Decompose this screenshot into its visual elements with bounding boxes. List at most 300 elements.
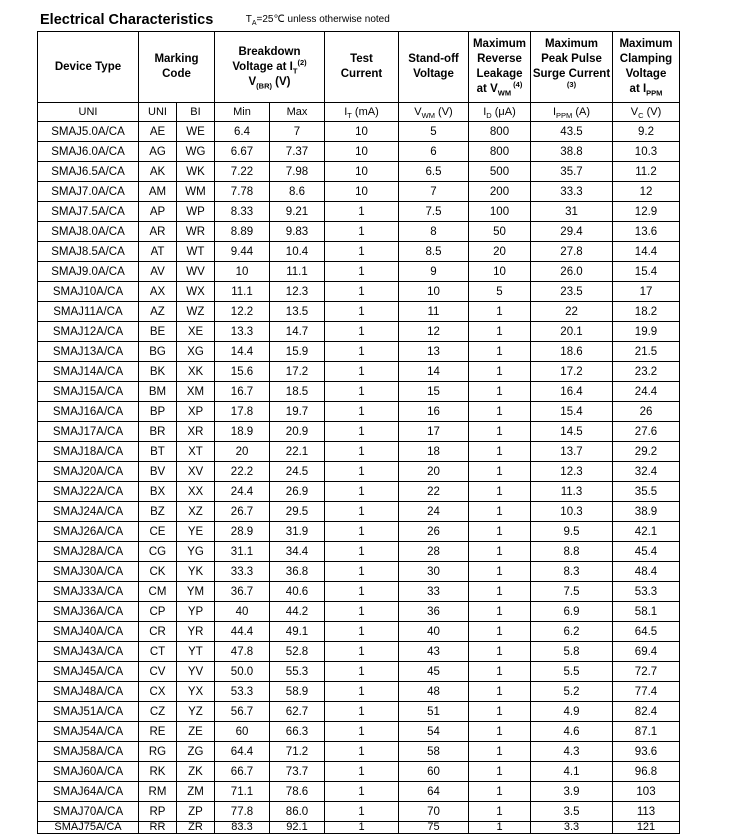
cell-surge-current: 38.8 [531,142,613,162]
cell-vbr-max: 7 [270,122,325,142]
cell-vbr-min: 22.2 [215,462,270,482]
cell-test-current: 1 [325,522,399,542]
cell-marking-bi: WK [177,162,215,182]
table-row [38,282,680,302]
cell-marking-uni: AM [139,182,177,202]
cell-marking-uni: AV [139,262,177,282]
cell-surge-current: 43.5 [531,122,613,142]
cell-leakage: 1 [469,702,531,722]
cell-clamping-voltage: 64.5 [613,622,680,642]
cell-leakage: 100 [469,202,531,222]
cell-standoff-voltage: 5 [399,122,469,142]
cell-marking-bi: ZK [177,762,215,782]
cell-clamping-voltage: 38.9 [613,502,680,522]
cell-standoff-voltage: 12 [399,322,469,342]
cell-vbr-min: 47.8 [215,642,270,662]
cell-vbr-min: 36.7 [215,582,270,602]
cell-marking-bi: YP [177,602,215,622]
cell-vbr-max: 73.7 [270,762,325,782]
cell-vbr-min: 71.1 [215,782,270,802]
cell-standoff-voltage: 70 [399,802,469,822]
cell-device-type: SMAJ18A/CA [38,442,139,462]
cell-vbr-min: 16.7 [215,382,270,402]
cell-marking-uni: RG [139,742,177,762]
cell-leakage: 1 [469,542,531,562]
cell-vbr-min: 9.44 [215,242,270,262]
cell-test-current: 1 [325,342,399,362]
cell-clamping-voltage: 87.1 [613,722,680,742]
cell-marking-bi: XP [177,402,215,422]
cell-surge-current: 20.1 [531,322,613,342]
cell-vbr-min: 31.1 [215,542,270,562]
cell-marking-bi: WV [177,262,215,282]
cell-clamping-voltage: 53.3 [613,582,680,602]
cell-test-current: 10 [325,142,399,162]
cell-standoff-voltage: 64 [399,782,469,802]
cell-surge-current: 5.8 [531,642,613,662]
cell-marking-uni: CZ [139,702,177,722]
cell-test-current: 1 [325,782,399,802]
cell-vbr-min: 26.7 [215,502,270,522]
cell-surge-current: 11.3 [531,482,613,502]
table-row [38,502,680,522]
cell-surge-current: 8.8 [531,542,613,562]
cell-surge-current: 7.5 [531,582,613,602]
cell-test-current: 1 [325,682,399,702]
cell-marking-uni: RP [139,802,177,822]
cell-standoff-voltage: 36 [399,602,469,622]
cell-marking-uni: CE [139,522,177,542]
cell-test-current: 1 [325,242,399,262]
cell-marking-bi: WX [177,282,215,302]
cell-marking-bi: XK [177,362,215,382]
cell-vbr-max: 7.98 [270,162,325,182]
subheader-uni-device: UNI [38,103,139,122]
table-row [38,802,680,822]
cell-vbr-min: 53.3 [215,682,270,702]
table-row [38,242,680,262]
cell-marking-bi: XR [177,422,215,442]
electrical-characteristics-table [37,31,680,834]
cell-leakage: 1 [469,802,531,822]
cell-device-type: SMAJ28A/CA [38,542,139,562]
cell-surge-current: 3.9 [531,782,613,802]
cell-marking-uni: RM [139,782,177,802]
cell-marking-bi: WG [177,142,215,162]
cell-vbr-max: 18.5 [270,382,325,402]
cell-standoff-voltage: 30 [399,562,469,582]
cell-surge-current: 4.6 [531,722,613,742]
cell-surge-current: 26.0 [531,262,613,282]
cell-vbr-max: 12.3 [270,282,325,302]
cell-standoff-voltage: 48 [399,682,469,702]
cell-device-type: SMAJ30A/CA [38,562,139,582]
subheader-min: Min [215,103,270,122]
cell-marking-bi: ZP [177,802,215,822]
cell-leakage: 5 [469,282,531,302]
cell-vbr-max: 40.6 [270,582,325,602]
header-standoff-voltage: Stand-off Voltage [399,32,469,103]
cell-vbr-min: 24.4 [215,482,270,502]
table-row [38,202,680,222]
cell-leakage: 1 [469,462,531,482]
table-row [38,542,680,562]
cell-leakage: 1 [469,782,531,802]
cell-marking-bi: XT [177,442,215,462]
cell-marking-bi: YV [177,662,215,682]
cell-device-type: SMAJ48A/CA [38,682,139,702]
cell-vbr-min: 6.4 [215,122,270,142]
table-row [38,122,680,142]
cell-standoff-voltage: 18 [399,442,469,462]
header-breakdown-voltage: Breakdown Voltage at $I_T^{(2)}$ $V_{(BR)}$ (V) [215,32,325,103]
cell-test-current: 1 [325,262,399,282]
cell-vbr-max: 29.5 [270,502,325,522]
cell-marking-uni: RK [139,762,177,782]
cell-leakage: 1 [469,662,531,682]
cell-vbr-min: 13.3 [215,322,270,342]
cell-vbr-max: 17.2 [270,362,325,382]
cell-vbr-min: 18.9 [215,422,270,442]
cell-vbr-max: 31.9 [270,522,325,542]
cell-clamping-voltage: 29.2 [613,442,680,462]
cell-test-current: 1 [325,322,399,342]
cell-clamping-voltage: 12 [613,182,680,202]
cell-vbr-max: 55.3 [270,662,325,682]
cell-leakage: 1 [469,562,531,582]
cell-vbr-min: 44.4 [215,622,270,642]
cell-marking-bi: YK [177,562,215,582]
cell-marking-uni: BE [139,322,177,342]
test-condition: $T_A=25℃$ unless otherwise noted [245,14,390,27]
cell-standoff-voltage: 17 [399,422,469,442]
cell-test-current: 1 [325,702,399,722]
subheader-ippm-unit: $I_{PPM}$ (A) [531,103,613,122]
cell-marking-bi: ZR [177,822,215,834]
cell-device-type: SMAJ14A/CA [38,362,139,382]
cell-marking-uni: AP [139,202,177,222]
cell-marking-bi: XE [177,322,215,342]
cell-vbr-min: 17.8 [215,402,270,422]
cell-device-type: SMAJ58A/CA [38,742,139,762]
cell-surge-current: 6.9 [531,602,613,622]
cell-surge-current: 4.9 [531,702,613,722]
cell-standoff-voltage: 14 [399,362,469,382]
header-row [38,32,680,103]
cell-test-current: 1 [325,642,399,662]
cell-marking-bi: YT [177,642,215,662]
cell-test-current: 1 [325,542,399,562]
cell-test-current: 1 [325,302,399,322]
cell-vbr-min: 28.9 [215,522,270,542]
table-row [38,682,680,702]
cell-marking-uni: CV [139,662,177,682]
cell-test-current: 1 [325,662,399,682]
cell-marking-bi: ZM [177,782,215,802]
cell-test-current: 1 [325,222,399,242]
cell-standoff-voltage: 75 [399,822,469,834]
cell-leakage: 1 [469,362,531,382]
cell-device-type: SMAJ20A/CA [38,462,139,482]
cell-marking-uni: RR [139,822,177,834]
cell-leakage: 1 [469,382,531,402]
cell-surge-current: 15.4 [531,402,613,422]
cell-vbr-max: 20.9 [270,422,325,442]
cell-device-type: SMAJ40A/CA [38,622,139,642]
table-row [38,262,680,282]
cell-vbr-max: 86.0 [270,802,325,822]
cell-leakage: 1 [469,502,531,522]
cell-leakage: 1 [469,602,531,622]
cell-standoff-voltage: 15 [399,382,469,402]
cell-standoff-voltage: 13 [399,342,469,362]
cell-clamping-voltage: 93.6 [613,742,680,762]
cell-standoff-voltage: 20 [399,462,469,482]
cell-standoff-voltage: 8 [399,222,469,242]
cell-marking-bi: YE [177,522,215,542]
cell-clamping-voltage: 72.7 [613,662,680,682]
cell-surge-current: 6.2 [531,622,613,642]
cell-test-current: 1 [325,202,399,222]
cell-standoff-voltage: 43 [399,642,469,662]
cell-vbr-max: 92.1 [270,822,325,834]
cell-clamping-voltage: 58.1 [613,602,680,622]
header-test-current: Test Current [325,32,399,103]
cell-standoff-voltage: 58 [399,742,469,762]
cell-vbr-min: 56.7 [215,702,270,722]
cell-leakage: 1 [469,342,531,362]
cell-clamping-voltage: 18.2 [613,302,680,322]
cell-surge-current: 4.1 [531,762,613,782]
cell-marking-uni: BG [139,342,177,362]
cell-test-current: 1 [325,762,399,782]
cell-clamping-voltage: 45.4 [613,542,680,562]
cell-standoff-voltage: 24 [399,502,469,522]
cell-leakage: 200 [469,182,531,202]
cell-vbr-max: 36.8 [270,562,325,582]
cell-surge-current: 31 [531,202,613,222]
table-row [38,782,680,802]
cell-surge-current: 18.6 [531,342,613,362]
cell-test-current: 1 [325,362,399,382]
table-row [38,302,680,322]
cell-surge-current: 10.3 [531,502,613,522]
cell-device-type: SMAJ75A/CA [38,822,139,834]
table-row [38,582,680,602]
cell-leakage: 800 [469,142,531,162]
cell-leakage: 10 [469,262,531,282]
cell-vbr-max: 9.21 [270,202,325,222]
cell-vbr-max: 9.83 [270,222,325,242]
cell-standoff-voltage: 11 [399,302,469,322]
cell-leakage: 800 [469,122,531,142]
cell-leakage: 1 [469,402,531,422]
cell-clamping-voltage: 35.5 [613,482,680,502]
cell-leakage: 1 [469,742,531,762]
cell-marking-bi: ZG [177,742,215,762]
cell-standoff-voltage: 16 [399,402,469,422]
cell-marking-bi: XG [177,342,215,362]
cell-test-current: 1 [325,802,399,822]
cell-leakage: 1 [469,522,531,542]
cell-marking-bi: XX [177,482,215,502]
cell-surge-current: 4.3 [531,742,613,762]
cell-clamping-voltage: 24.4 [613,382,680,402]
subheader-uni-marking: UNI [139,103,177,122]
cell-standoff-voltage: 33 [399,582,469,602]
cell-standoff-voltage: 9 [399,262,469,282]
table-row [38,402,680,422]
header-reverse-leakage: Maximum Reverse Leakage at $V_{WM}$ $^{(4)}$ [469,32,531,103]
cell-leakage: 1 [469,482,531,502]
header-marking-code: Marking Code [139,32,215,103]
cell-marking-uni: CT [139,642,177,662]
cell-device-type: SMAJ45A/CA [38,662,139,682]
cell-vbr-max: 62.7 [270,702,325,722]
header-clamping-voltage: Maximum Clamping Voltage at $I_{PPM}$ [613,32,680,103]
cell-vbr-min: 77.8 [215,802,270,822]
cell-surge-current: 13.7 [531,442,613,462]
cell-device-type: SMAJ9.0A/CA [38,262,139,282]
cell-clamping-voltage: 13.6 [613,222,680,242]
cell-marking-uni: BR [139,422,177,442]
cell-vbr-max: 22.1 [270,442,325,462]
cell-leakage: 500 [469,162,531,182]
cell-vbr-max: 66.3 [270,722,325,742]
section-title: Electrical Characteristics [40,12,214,28]
cell-leakage: 1 [469,302,531,322]
cell-test-current: 1 [325,742,399,762]
cell-clamping-voltage: 27.6 [613,422,680,442]
cell-test-current: 1 [325,482,399,502]
cell-marking-uni: AX [139,282,177,302]
table-row [38,382,680,402]
cell-device-type: SMAJ15A/CA [38,382,139,402]
cell-leakage: 1 [469,762,531,782]
cell-device-type: SMAJ36A/CA [38,602,139,622]
table-row [38,222,680,242]
cell-marking-uni: BK [139,362,177,382]
cell-test-current: 1 [325,462,399,482]
cell-marking-bi: XM [177,382,215,402]
subheader-id-unit: $I_D$ (μA) [469,103,531,122]
cell-vbr-max: 58.9 [270,682,325,702]
cell-device-type: SMAJ70A/CA [38,802,139,822]
cell-standoff-voltage: 22 [399,482,469,502]
cell-clamping-voltage: 103 [613,782,680,802]
cell-test-current: 10 [325,182,399,202]
cell-vbr-min: 83.3 [215,822,270,834]
cell-marking-bi: YZ [177,702,215,722]
cell-leakage: 1 [469,582,531,602]
cell-device-type: SMAJ8.5A/CA [38,242,139,262]
cell-clamping-voltage: 82.4 [613,702,680,722]
cell-vbr-min: 11.1 [215,282,270,302]
cell-vbr-min: 60 [215,722,270,742]
cell-clamping-voltage: 23.2 [613,362,680,382]
table-row [38,362,680,382]
cell-vbr-min: 6.67 [215,142,270,162]
cell-device-type: SMAJ22A/CA [38,482,139,502]
cell-clamping-voltage: 32.4 [613,462,680,482]
cell-standoff-voltage: 8.5 [399,242,469,262]
cell-vbr-max: 44.2 [270,602,325,622]
cell-marking-uni: AE [139,122,177,142]
cell-standoff-voltage: 7 [399,182,469,202]
cell-standoff-voltage: 10 [399,282,469,302]
cell-marking-uni: CR [139,622,177,642]
cell-marking-bi: YM [177,582,215,602]
subheader-it-unit: $I_T$ (mA) [325,103,399,122]
header-device-type: Device Type [38,32,139,103]
cell-surge-current: 23.5 [531,282,613,302]
table-row [38,562,680,582]
cell-leakage: 50 [469,222,531,242]
cell-surge-current: 12.3 [531,462,613,482]
cell-surge-current: 17.2 [531,362,613,382]
cell-vbr-min: 8.33 [215,202,270,222]
cell-clamping-voltage: 17 [613,282,680,302]
cell-clamping-voltage: 26 [613,402,680,422]
cell-marking-bi: WM [177,182,215,202]
cell-leakage: 1 [469,642,531,662]
cell-surge-current: 35.7 [531,162,613,182]
cell-vbr-max: 10.4 [270,242,325,262]
cell-surge-current: 5.5 [531,662,613,682]
cell-vbr-min: 10 [215,262,270,282]
cell-vbr-max: 78.6 [270,782,325,802]
cell-standoff-voltage: 54 [399,722,469,742]
cell-vbr-min: 7.78 [215,182,270,202]
cell-vbr-min: 14.4 [215,342,270,362]
cell-device-type: SMAJ7.5A/CA [38,202,139,222]
cell-vbr-min: 15.6 [215,362,270,382]
cell-device-type: SMAJ6.0A/CA [38,142,139,162]
cell-clamping-voltage: 11.2 [613,162,680,182]
cell-device-type: SMAJ26A/CA [38,522,139,542]
table-row [38,442,680,462]
cell-vbr-max: 11.1 [270,262,325,282]
cell-clamping-voltage: 48.4 [613,562,680,582]
cell-clamping-voltage: 9.2 [613,122,680,142]
cell-device-type: SMAJ13A/CA [38,342,139,362]
cell-test-current: 1 [325,722,399,742]
table-row [38,482,680,502]
cell-test-current: 1 [325,422,399,442]
cell-marking-bi: YX [177,682,215,702]
cell-vbr-max: 24.5 [270,462,325,482]
subheader-vc-unit: $V_C$ (V) [613,103,680,122]
cell-marking-uni: AZ [139,302,177,322]
cell-surge-current: 3.3 [531,822,613,834]
cell-standoff-voltage: 40 [399,622,469,642]
cell-vbr-max: 13.5 [270,302,325,322]
cell-marking-uni: AK [139,162,177,182]
table-row [38,422,680,442]
cell-device-type: SMAJ17A/CA [38,422,139,442]
cell-standoff-voltage: 6 [399,142,469,162]
cell-device-type: SMAJ5.0A/CA [38,122,139,142]
subheader-bi-marking: BI [177,103,215,122]
cell-vbr-min: 66.7 [215,762,270,782]
cell-vbr-max: 49.1 [270,622,325,642]
cell-leakage: 1 [469,422,531,442]
cell-surge-current: 14.5 [531,422,613,442]
cell-device-type: SMAJ60A/CA [38,762,139,782]
cell-leakage: 1 [469,722,531,742]
table-row [38,462,680,482]
cell-leakage: 1 [469,622,531,642]
